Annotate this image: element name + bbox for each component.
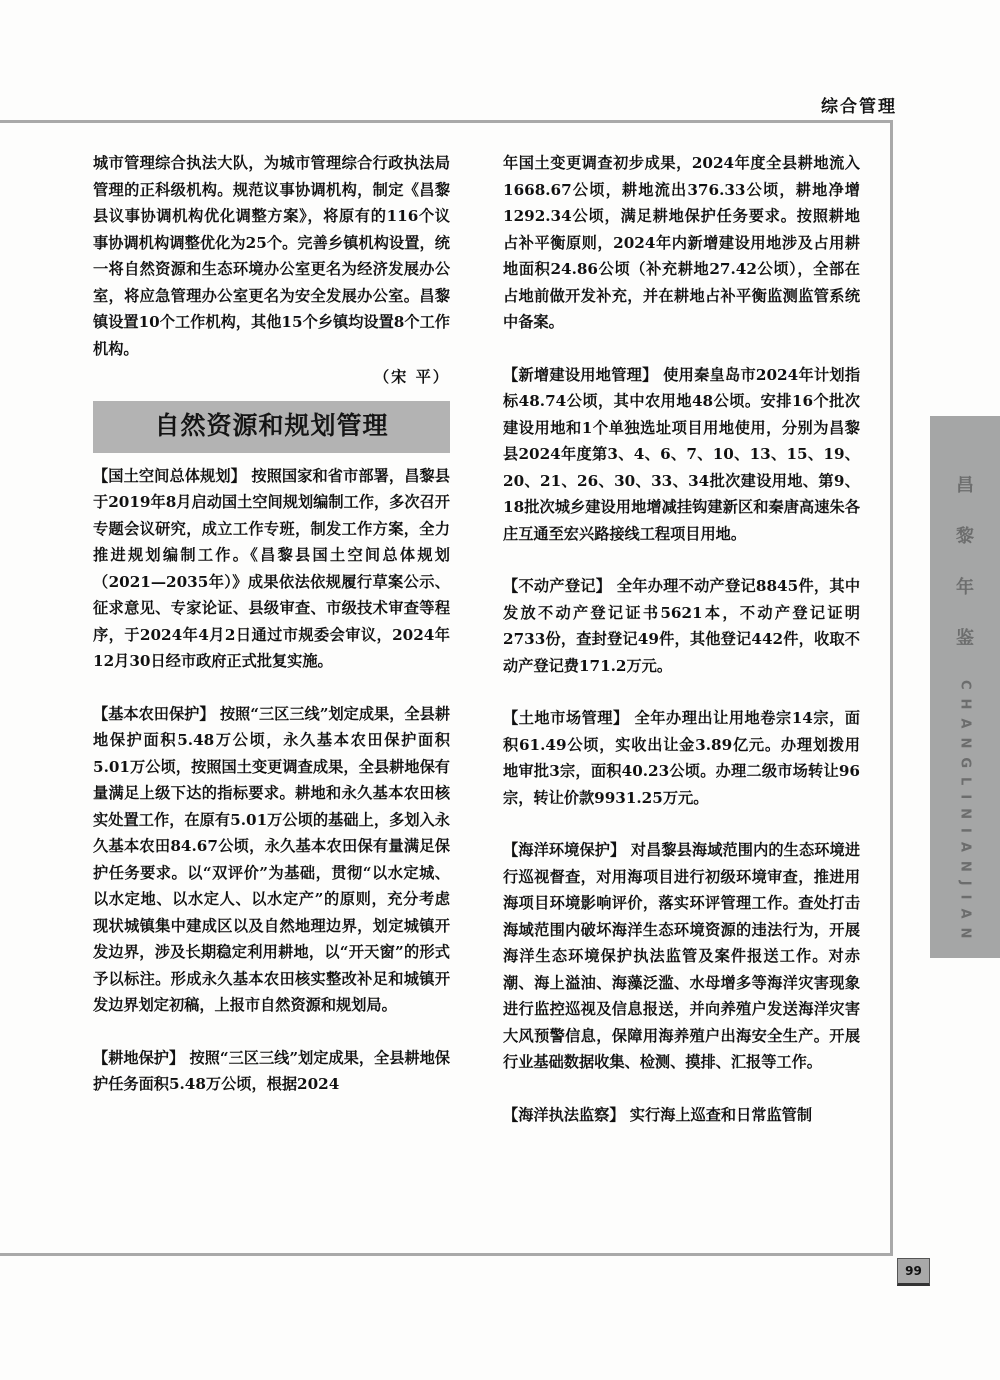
section-banner: 自然资源和规划管理 — [93, 401, 450, 453]
entry-tag: 【耕地保护】 — [93, 1048, 185, 1067]
entry-new-construction-land — [503, 362, 860, 548]
side-tab-char: 年 — [956, 577, 974, 598]
entry-text: 全年办理不动产登记8845件，其中发放不动产登记证书5621本，不动产登记证明2733份，查封登记49件，其他登记442件，收取不动产登记费171.2万元。 — [503, 577, 861, 675]
running-header-section-title: 综合管理 — [821, 97, 897, 117]
entry-land-market — [503, 705, 860, 811]
entry-tag: 【国土空间总体规划】 — [93, 466, 246, 485]
entry-tag: 【不动产登记】 — [503, 577, 612, 595]
entry-tag: 【土地市场管理】 — [503, 709, 629, 727]
entry-cultivated-land-protection — [93, 1045, 450, 1098]
entry-text: 按照国家和省市部署，昌黎县于2019年8月启动国土空间规划编制工作，多次召开专题会议研究，成立工作专班，制发工作方案，全力推进规划编制工作。《昌黎县国土空间总体规划（2021—2035年）》成果依法依规履行草案公示、征求意见、专家论证、县级审查、市级技术审查等程序，于2024年4月2日通过市规委会审议，2024年12月30日经市政府正式批复实施。 — [93, 466, 450, 670]
side-tab-char: 黎 — [956, 526, 974, 547]
author-credit: （宋 平） — [373, 368, 450, 386]
side-tab-chinese-title — [956, 471, 974, 650]
continuation-paragraph: 年国土变更调查初步成果，2024年度全县耕地流入1668.67公顷，耕地流出376.33公顷，耕地净增1292.34公顷，满足耕地保护任务要求。按照耕地占补平衡原则，2024年内新增建设用地涉及占用耕地面积24.86公顷（补充耕地27.42公顷），全部在占地前做开发补充，并在耕地占补平衡监测监管系统中备案。 — [503, 154, 860, 331]
entry-marine-law-enforcement — [503, 1102, 860, 1129]
entry-text: 对昌黎县海域范围内的生态环境进行巡视督查，对用海项目进行初级环境审查，推进用海项目环境影响评价，落实环评管理工作。查处打击海域范围内破坏海洋生态环境资源的违法行为，开展海洋生态环境保护执法监管及案件报送工作。对赤潮、海上溢油、海藻泛滥、水母增多等海洋灾害现象进行监控巡视及信息报送，并向养殖户发送海洋灾害大风预警信息，保障用海养殖户出海安全生产。开展行业基础数据收集、检测、摸排、汇报等工作。 — [503, 841, 861, 1071]
entry-text: 按照“三区三线”划定成果，全县耕地保护面积5.48万公顷，永久基本农田保护面积5.01万公顷，按照国土变更调查成果，全县耕地保有量满足上级下达的指标要求。耕地和永久基本农田核实处置工作，在原有5.01万公顷的基础上，多划入永久基本农田84.67公顷，永久基本农田保有量满足保护任务要求。以“双评价”为基础，贯彻“以水定城、以水定地、以水定人、以水定产”的原则，充分考虑现状城镇集中建成区以及自然地理边界，划定城镇开发边界，涉及长期稳定利用耕地，以“开天窗”的形式予以标注。形成永久基本农田核实整改补足和城镇开发边界划定初稿，上报市自然资源和规划局。 — [93, 704, 451, 1014]
entry-tag: 【新增建设用地管理】 — [503, 365, 658, 384]
entry-text: 按照“三区三线”划定成果，全县耕地保护任务面积5.48万公顷，根据2024 — [93, 1048, 450, 1093]
left-column — [93, 150, 450, 1098]
page-number: 99 — [897, 1258, 930, 1286]
entry-tag: 【海洋环境保护】 — [503, 841, 626, 859]
entry-basic-farmland-protection — [93, 701, 450, 1019]
side-tab-char: 昌 — [956, 475, 974, 496]
entry-tag: 【海洋执法监察】 — [503, 1105, 625, 1124]
entry-marine-environment — [503, 837, 860, 1076]
yearbook-side-tab — [930, 416, 1000, 958]
entry-text: 实行海上巡查和日常监管制 — [624, 1105, 813, 1124]
entry-real-estate-registration — [503, 573, 860, 679]
side-tab-pinyin: CHANGLINIANJIAN — [957, 680, 973, 948]
intro-paragraph: 城市管理综合执法大队，为城市管理综合行政执法局管理的正科级机构。规范议事协调机构，制定《昌黎县议事协调机构优化调整方案》，将原有的116个议事协调机构调整优化为25个。完善乡镇机构设置，统一将自然资源和生态环境办公室更名为经济发展办公室，将应急管理办公室更名为安全发展办公室。昌黎镇设置10个工作机构，其他15个乡镇均设置8个工作机构。 — [93, 154, 450, 358]
right-column — [503, 150, 860, 1128]
entry-tag: 【基本农田保护】 — [93, 704, 215, 723]
side-tab-char: 鉴 — [956, 628, 974, 649]
entry-text: 使用秦皇岛市2024年计划指标48.74公顷，其中农用地48公顷。安排16个批次建设用地和1个单独选址项目用地使用，分别为昌黎县2024年度第3、4、6、7、10、13、15、19、20、21、26、30、33、34批次建设用地、第9、18批次城乡建设用地增减挂钩建新区和秦唐高速朱各庄互通至宏兴路接线工程项目用地。 — [503, 365, 861, 543]
entry-spatial-planning — [93, 463, 450, 675]
entry-text: 全年办理出让用地卷宗14宗，面积61.49公顷，实收出让金3.89亿元。办理划拨用地审批3宗，面积40.23公顷。办理二级市场转让96宗，转让价款9931.25万元。 — [503, 709, 860, 807]
